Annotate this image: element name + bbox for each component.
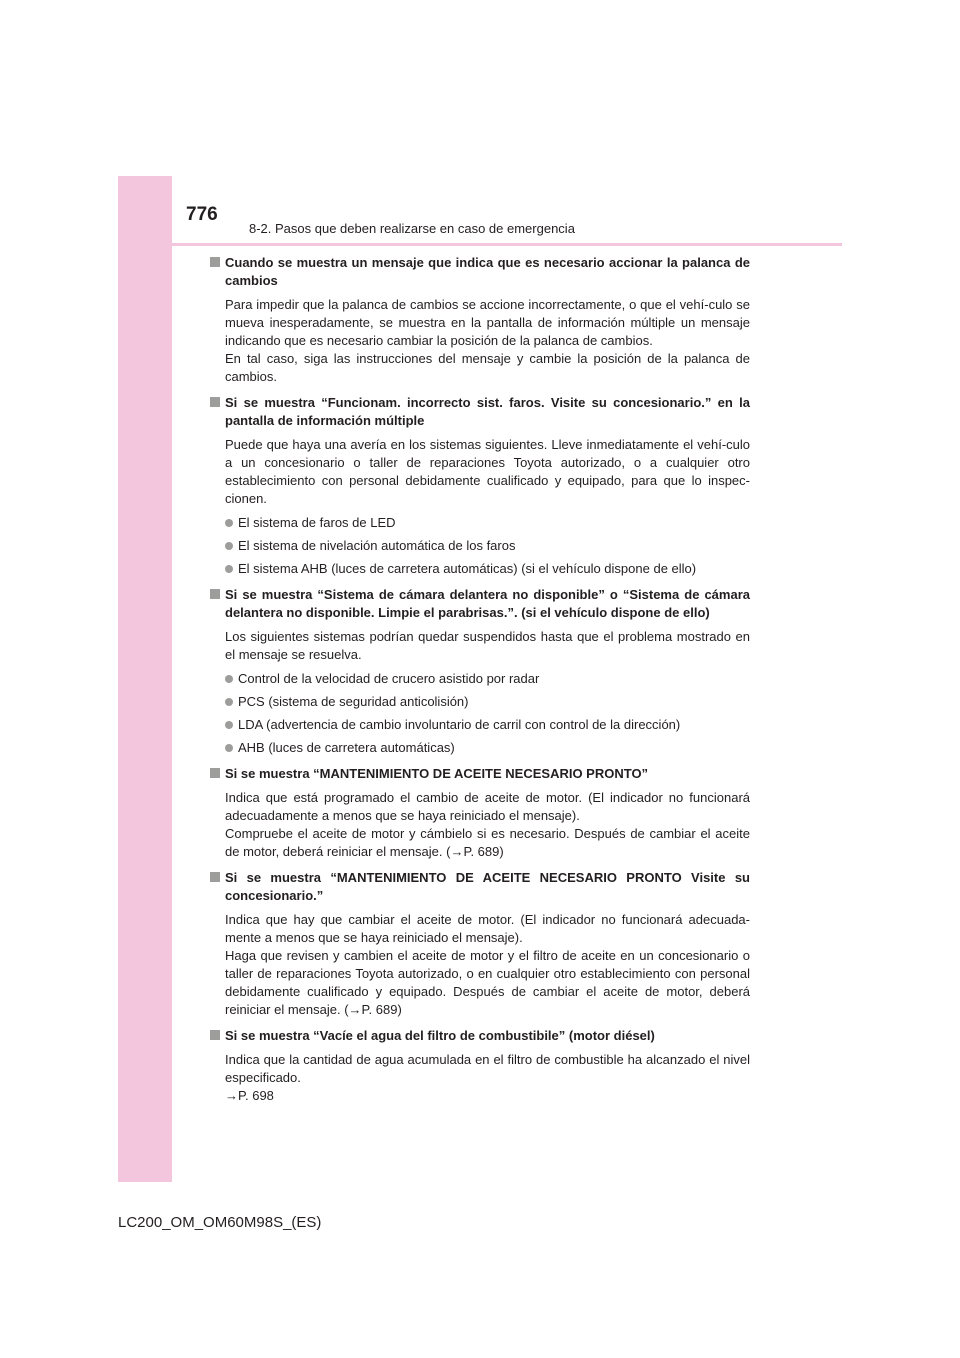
paragraph-line: Compruebe el aceite de motor y cámbielo si es necesario. Después de cambiar el aceite de motor, deberá reiniciar el mensaje. (→P. 689) (225, 826, 750, 859)
item-paragraph (225, 789, 750, 861)
list-item-text: El sistema de faros de LED (238, 515, 396, 530)
round-bullet-icon (225, 698, 233, 706)
round-bullet-icon (225, 565, 233, 573)
item-heading-text: Cuando se muestra un mensaje que indica que es necesario accionar la palanca de cambios (225, 255, 750, 288)
section-item (210, 254, 750, 386)
section-item (210, 869, 750, 1019)
square-bullet-icon (210, 768, 220, 778)
list-item (225, 560, 750, 578)
list-item (225, 693, 750, 711)
bullet-list (225, 670, 750, 757)
list-item-text: Control de la velocidad de crucero asistido por radar (238, 671, 540, 686)
sidebar-band (118, 176, 172, 1182)
paragraph-line: Indica que está programado el cambio de aceite de motor. (El indicador no funcionará adecuadamente a menos que se haya reiniciado el mensaje). (225, 790, 750, 823)
round-bullet-icon (225, 675, 233, 683)
item-heading (210, 394, 750, 430)
paragraph-line: →P. 698 (225, 1088, 274, 1103)
square-bullet-icon (210, 589, 220, 599)
item-paragraph (225, 436, 750, 508)
item-heading (210, 586, 750, 622)
list-item (225, 514, 750, 532)
section-item (210, 765, 750, 861)
paragraph-line: Puede que haya una avería en los sistemas siguientes. Lleve inmediatamente el vehí-culo a un concesionario o taller de reparaciones Toyota autorizado, o a cualquier otro establecimiento con personal debidamente cualificado y equipado, para que lo inspec-cionen. (225, 437, 750, 506)
list-item-text: LDA (advertencia de cambio involuntario de carril con control de la dirección) (238, 717, 681, 732)
square-bullet-icon (210, 872, 220, 882)
list-item (225, 716, 750, 734)
item-heading-text: Si se muestra “Sistema de cámara delantera no disponible” o “Sistema de cámara delantera no disponible. Limpie el parabrisas.”. (si el vehículo dispone de ello) (225, 587, 750, 620)
paragraph-line: Haga que revisen y cambien el aceite de motor y el filtro de aceite en un concesionario o taller de reparaciones Toyota autorizado, o en cualquier otro establecimiento con personal debidamente cualificado y equipado. Después de cambiar el aceite de motor, deberá reiniciar el mensaje. (→P. 689) (225, 948, 750, 1017)
paragraph-line: Para impedir que la palanca de cambios se accione incorrectamente, o que el vehí-culo se mueva inesperadamente, se muestra en la pantalla de información múltiple un mensaje indicando que es necesario cambiar la posición de la palanca de cambios. (225, 297, 750, 348)
page-number: 776 (186, 204, 218, 225)
round-bullet-icon (225, 744, 233, 752)
item-heading-text: Si se muestra “MANTENIMIENTO DE ACEITE NECESARIO PRONTO Visite su concesionario.” (225, 870, 750, 903)
item-paragraph (225, 1051, 750, 1105)
doc-code: LC200_OM_OM60M98S_(ES) (118, 1214, 322, 1231)
paragraph-line: Los siguientes sistemas podrían quedar suspendidos hasta que el problema mostrado en el mensaje se resuelva. (225, 629, 750, 662)
item-heading-text: Si se muestra “Vacíe el agua del filtro de combustibile” (motor diésel) (225, 1028, 655, 1043)
paragraph-line: Indica que hay que cambiar el aceite de motor. (El indicador no funcionará adecuada-mente a menos que se haya reiniciado el mensaje). (225, 912, 750, 945)
item-paragraph (225, 628, 750, 664)
square-bullet-icon (210, 397, 220, 407)
item-heading-text: Si se muestra “MANTENIMIENTO DE ACEITE NECESARIO PRONTO” (225, 766, 649, 781)
list-item-text: PCS (sistema de seguridad anticolisión) (238, 694, 469, 709)
square-bullet-icon (210, 257, 220, 267)
round-bullet-icon (225, 519, 233, 527)
item-heading (210, 765, 750, 783)
list-item-text: AHB (luces de carretera automáticas) (238, 740, 455, 755)
square-bullet-icon (210, 1030, 220, 1040)
item-paragraph (225, 296, 750, 386)
round-bullet-icon (225, 542, 233, 550)
list-item (225, 670, 750, 688)
round-bullet-icon (225, 721, 233, 729)
list-item-text: El sistema de nivelación automática de los faros (238, 538, 516, 553)
item-heading-text: Si se muestra “Funcionam. incorrecto sist. faros. Visite su concesionario.” en la pantalla de información múltiple (225, 395, 750, 428)
item-heading (210, 254, 750, 290)
item-heading (210, 1027, 750, 1045)
section-item (210, 1027, 750, 1105)
bullet-list (225, 514, 750, 578)
main-content (210, 254, 750, 1113)
item-heading (210, 869, 750, 905)
list-item (225, 537, 750, 555)
list-item (225, 739, 750, 757)
list-item-text: El sistema AHB (luces de carretera automáticas) (si el vehículo dispone de ello) (238, 561, 697, 576)
header-divider (118, 243, 842, 246)
paragraph-line: Indica que la cantidad de agua acumulada en el filtro de combustible ha alcanzado el nivel especificado. (225, 1052, 750, 1085)
section-title: 8-2. Pasos que deben realizarse en caso de emergencia (249, 221, 575, 236)
section-item (210, 394, 750, 578)
paragraph-line: En tal caso, siga las instrucciones del mensaje y cambie la posición de la palanca de cambios. (225, 351, 750, 384)
item-paragraph (225, 911, 750, 1019)
section-item (210, 586, 750, 757)
